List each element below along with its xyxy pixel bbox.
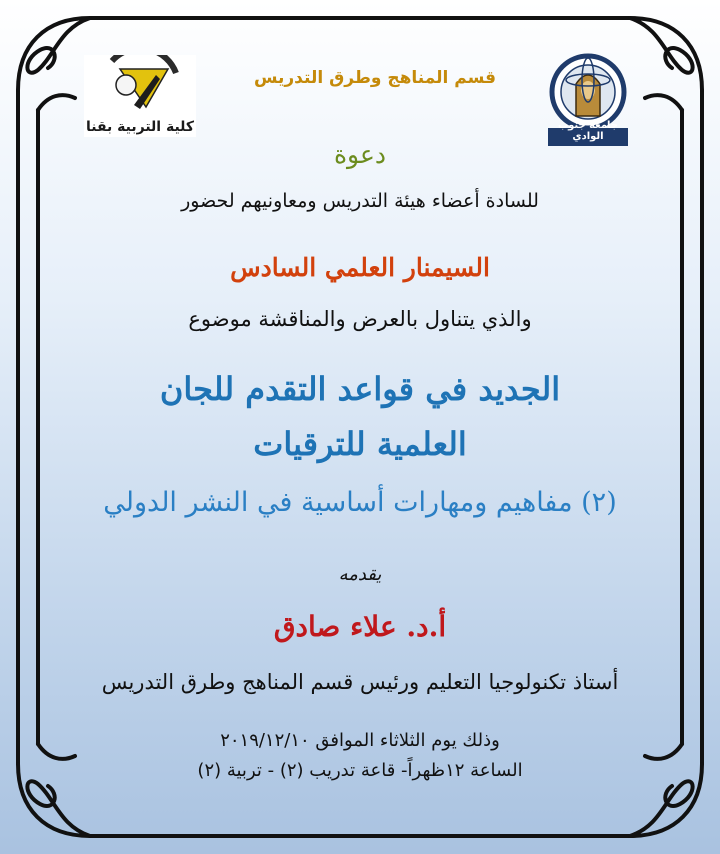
speaker-name: أ.د. علاء صادق: [273, 610, 447, 643]
department-name: قسم المناهج وطرق التدريس: [253, 68, 496, 88]
university-logo: [542, 50, 634, 150]
university-logo-caption: جامعة جنوب الوادي: [558, 120, 618, 142]
topic-subtitle: (٢) مفاهيم ومهارات أساسية في النشر الدولي: [103, 487, 617, 518]
presented-by-label: يقدمه: [338, 564, 382, 585]
event-date: وذلك يوم الثلاثاء الموافق ٢٠١٩/١٢/١٠: [220, 730, 500, 751]
faculty-logo: [84, 55, 196, 137]
speaker-position: أستاذ تكنولوجيا التعليم ورئيس قسم المناهج وطرق التدريس: [101, 670, 619, 694]
topic-intro: والذي يتناول بالعرض والمناقشة موضوع: [188, 307, 532, 331]
event-time-place: الساعة ١٢ظهراً- قاعة تدريب (٢) - تربية (٢): [197, 760, 523, 781]
invitation-heading: دعوة: [333, 140, 387, 169]
faculty-logo-caption: كلية التربية بقنا: [85, 119, 195, 135]
topic-title-line-2: العلمية للترقيات: [253, 425, 467, 463]
seminar-title: السيمنار العلمي السادس: [230, 253, 490, 282]
audience-line: للسادة أعضاء هيئة التدريس ومعاونيهم لحضور: [181, 190, 539, 212]
topic-title-line-1: الجديد في قواعد التقدم للجان: [159, 370, 561, 408]
